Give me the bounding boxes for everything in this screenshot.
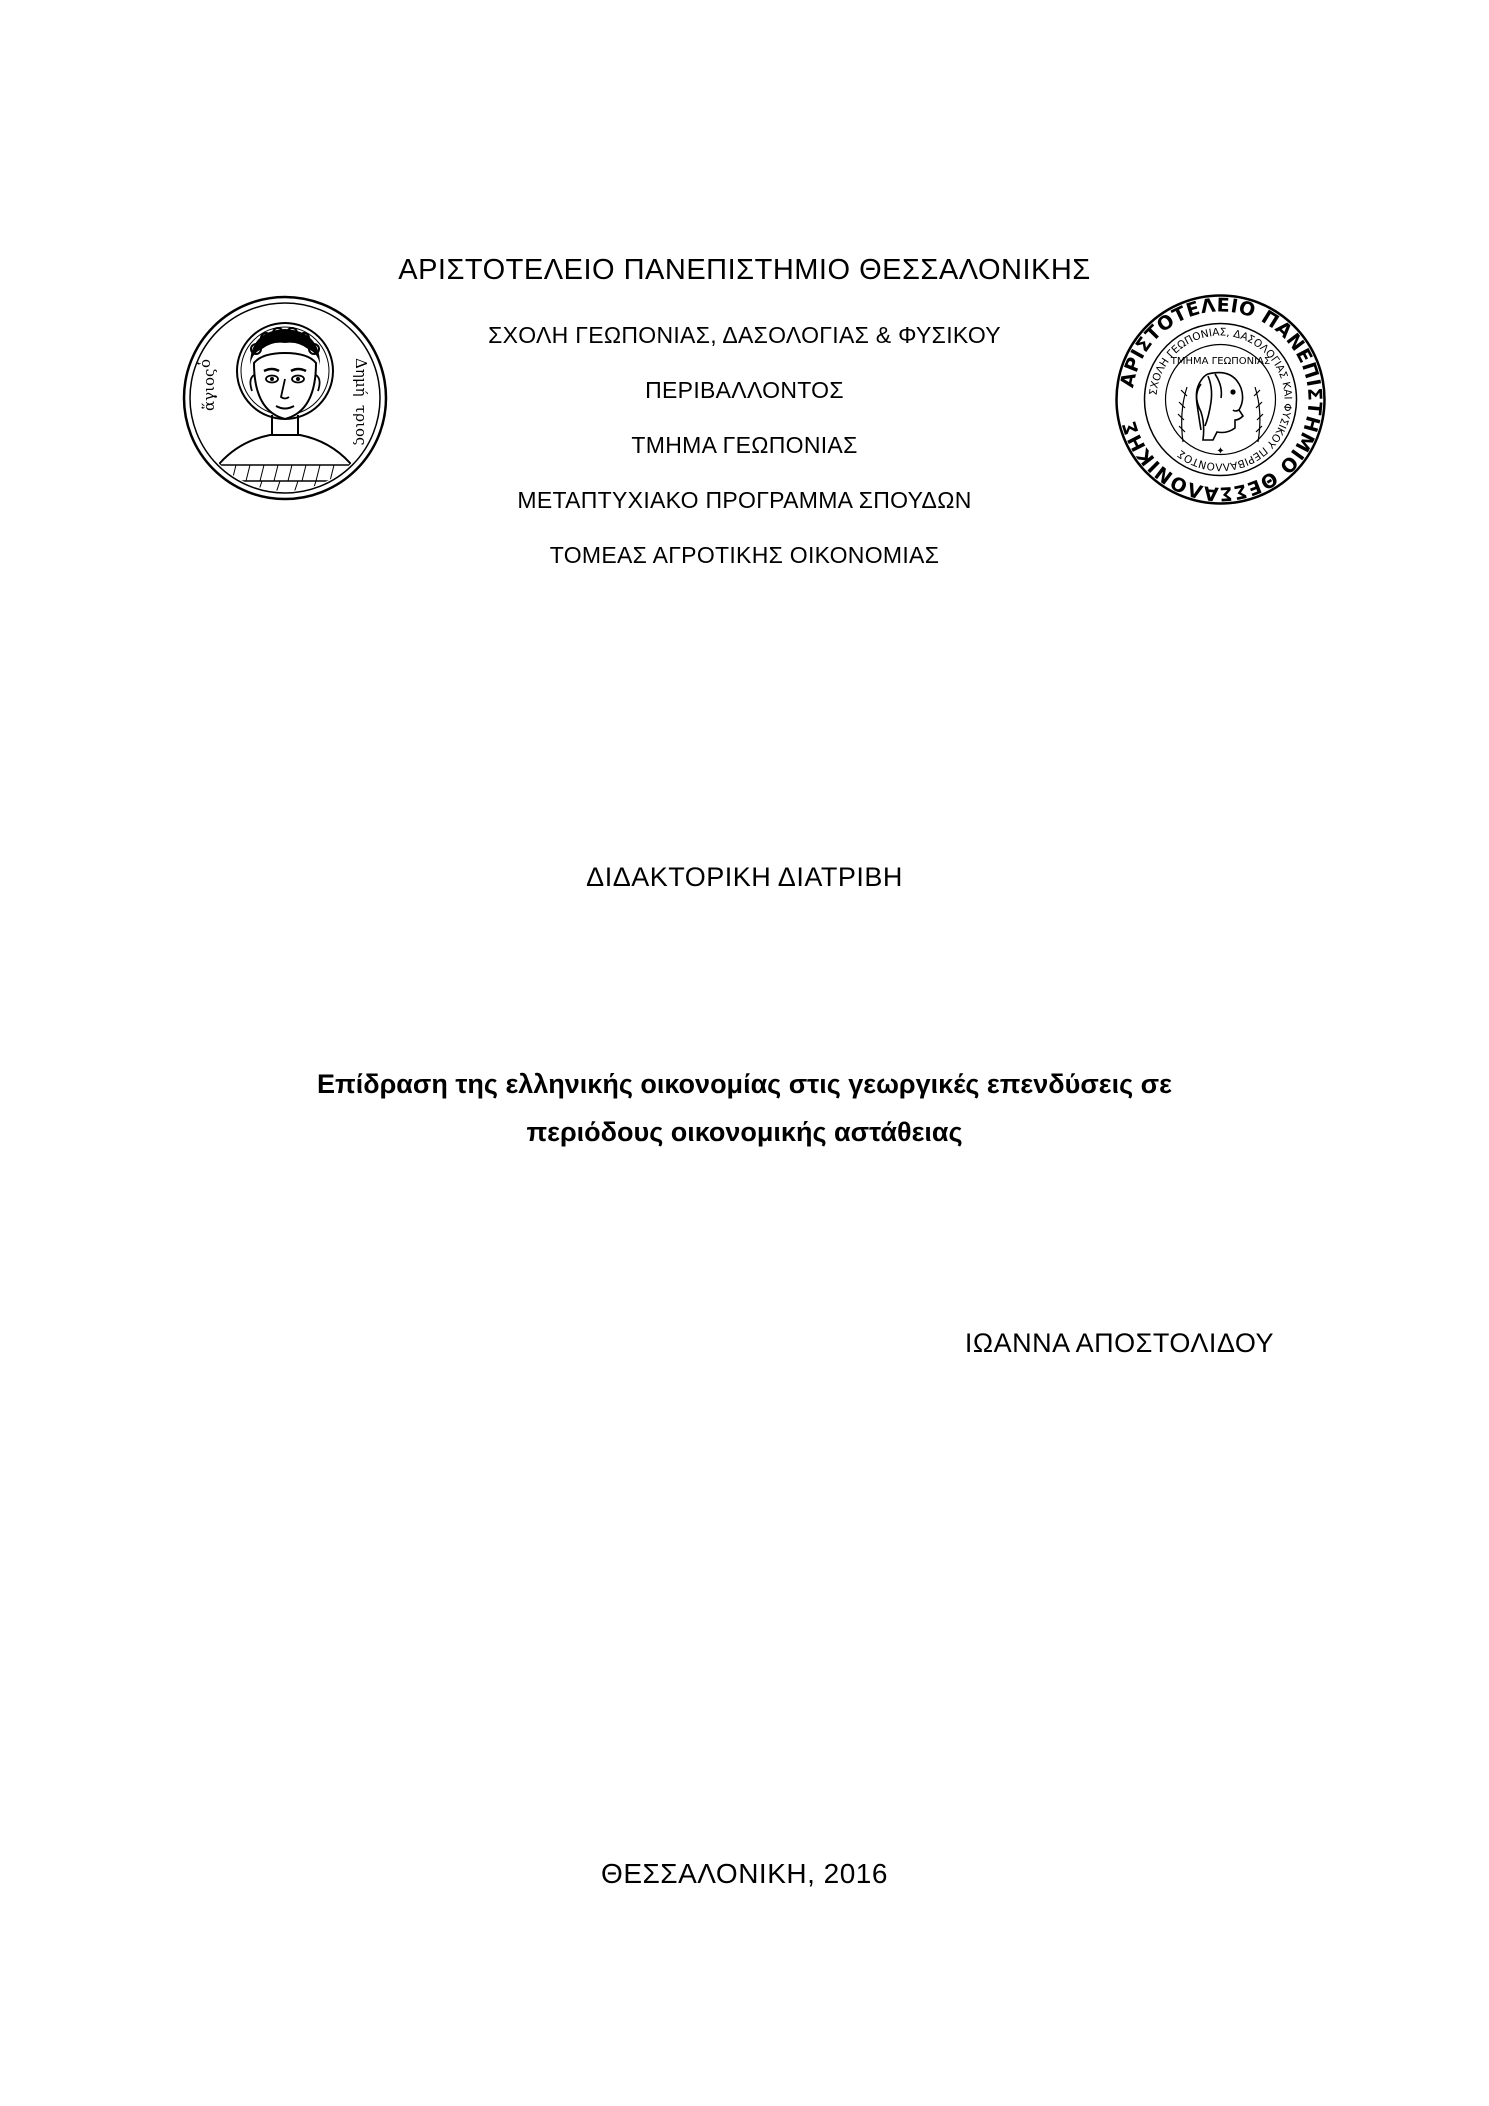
svg-text:Δημή: Δημή	[352, 358, 370, 397]
school-name-line2: ΠΕΡΙΒΑΛΛΟΝΤΟΣ	[645, 377, 844, 403]
author-name: ΙΩΑΝΝΑ ΑΠΟΣΤΟΛΙΔΟΥ	[964, 1328, 1274, 1358]
svg-text:ἅγιος: ἅγιος	[200, 368, 218, 411]
thesis-title-line2: περιόδους οικονομικής αστάθειας	[526, 1117, 963, 1147]
svg-text:✦: ✦	[1216, 446, 1225, 457]
svg-text:ΣΧΟΛΗ ΓΕΩΠΟΝΙΑΣ, ΔΑΣΟΛΟΓΙΑΣ ΚΑ: ΣΧΟΛΗ ΓΕΩΠΟΝΙΑΣ, ΔΑΣΟΛΟΓΙΑΣ ΚΑΙ ΦΥΣΙΚΟΥ ΠΕΡΙΒΑΛΛΟΝΤΟΣ	[1147, 326, 1294, 473]
university-name: ΑΡΙΣΤΟΤΕΛΕΙΟ ΠΑΝΕΠΙΣΤΗΜΙΟ ΘΕΣΣΑΛΟΝΙΚΗΣ	[398, 254, 1091, 286]
header-block	[0, 250, 1489, 583]
svg-text:ΑΡΙΣΤΟΤΕΛΕΙΟ ΠΑΝΕΠΙΣΤΗΜΙΟ ΘΕΣΣ: ΑΡΙΣΤΟΤΕΛΕΙΟ ΠΑΝΕΠΙΣΤΗΜΙΟ ΘΕΣΣΑΛΟΝΙΚΗΣ	[1116, 294, 1326, 505]
thesis-title-line1: Επίδραση της ελληνικής οικονομίας στις γεωργικές επενδύσεις σε	[317, 1069, 1172, 1099]
department-name: ΤΜΗΜΑ ΓΕΩΠΟΝΙΑΣ	[631, 432, 858, 458]
thesis-title	[200, 1060, 1289, 1156]
svg-text:τριος: τριος	[352, 405, 370, 446]
school-name-line1: ΣΧΟΛΗ ΓΕΩΠΟΝΙΑΣ, ΔΑΣΟΛΟΓΙΑΣ & ΦΥΣΙΚΟΥ	[488, 322, 1001, 348]
thesis-type: ΔΙΔΑΚΤΟΡΙΚΗ ΔΙΑΤΡΙΒΗ	[586, 862, 903, 892]
svg-text:ὁ: ὁ	[196, 358, 214, 368]
sector-name: ΤΟΜΕΑΣ ΑΓΡΟΤΙΚΗΣ ΟΙΚΟΝΟΜΙΑΣ	[549, 542, 940, 568]
program-name: ΜΕΤΑΠΤΥΧΙΑΚΟ ΠΡΟΓΡΑΜΜΑ ΣΠΟΥΔΩΝ	[517, 487, 972, 513]
svg-text:ΤΜΗΜΑ ΓΕΩΠΟΝΙΑΣ: ΤΜΗΜΑ ΓΕΩΠΟΝΙΑΣ	[1170, 356, 1271, 367]
place-year: ΘΕΣΣΑΛΟΝΙΚΗ, 2016	[601, 1858, 888, 1889]
